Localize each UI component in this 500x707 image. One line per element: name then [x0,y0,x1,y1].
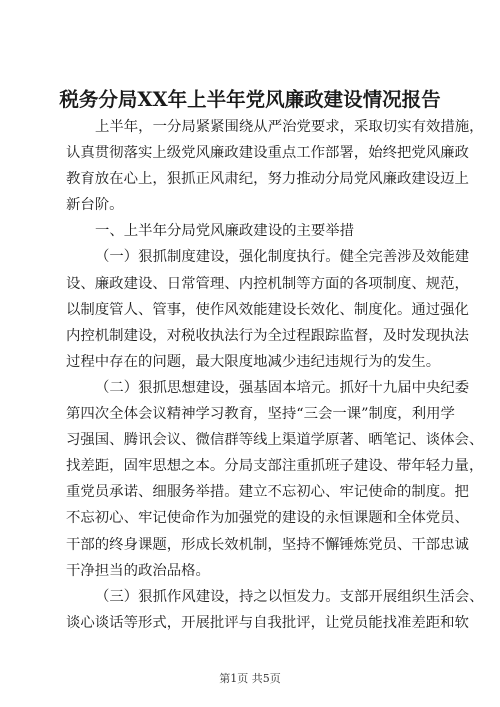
document-body [66,114,484,636]
page-footer: 第1页 共5页 [219,672,281,685]
text-line: 内控机制建设，对税收执法行为全过程跟踪监督，及时发现执法 [66,327,469,344]
text-line: 过程中存在的问题，最大限度地减少违纪违规行为的发生。 [66,353,441,370]
measure-paragraph-2 [66,375,484,584]
text-line: 谈心谈话等形式，开展批评与自我批评，让党员能找准差距和软 [66,614,469,631]
text-line: 习强国、腾讯会议、微信群等线上渠道学原著、晒笔记、谈体会、 [66,432,484,449]
text-line: 第四次全体会议精神学习教育，坚持“三会一课”制度，利用学 [66,406,455,423]
text-line: 新台阶。 [66,197,124,214]
text-line: 认真贯彻落实上级党风廉政建设重点工作部署，始终把党风廉政 [66,145,469,162]
text-line: （一）狠抓制度建设，强化制度执行。健全完善涉及效能建 [95,249,470,266]
text-line: 重党员承诺、细服务举措。建立不忘初心、牢记使命的制度。把 [66,484,469,501]
text-line: 干部的终身课题，形成长效机制，坚持不懈锤炼党员、干部忠诚 [66,536,469,553]
text-line: 不忘初心、牢记使命作为加强党的建设的永恒课题和全体党员、 [66,510,469,527]
text-line: （三）狠抓作风建设，持之以恒发力。支部开展组织生活会、 [95,588,484,605]
measure-paragraph-1 [66,244,470,374]
section-heading-text: 一、上半年分局党风廉政建设的主要举措 [95,223,355,240]
text-line: 干净担当的政治品格。 [66,562,210,579]
text-line: 教育放在心上，狠抓正风肃纪，努力推动分局党风廉政建设迈上 [66,171,469,188]
section-heading [66,218,436,244]
text-line: 以制度管人、管事，使作风效能建设长效化、制度化。通过强化 [66,301,469,318]
document-title: 税务分局XX年上半年党风廉政建设情况报告 [59,88,441,111]
text-line: 找差距，固牢思想之本。分局支部注重抓班子建设、带年轻力量， [66,458,484,475]
intro-paragraph [66,114,484,218]
measure-paragraph-3 [66,584,484,636]
text-line: 设、廉政建设、日常管理、内控机制等方面的各项制度、规范， [66,275,469,292]
text-line: （二）狠抓思想建设，强基固本培元。抓好十九届中央纪委 [95,379,470,396]
text-line: 上半年，一分局紧紧围绕从严治党要求，采取切实有效措施， [95,119,484,135]
